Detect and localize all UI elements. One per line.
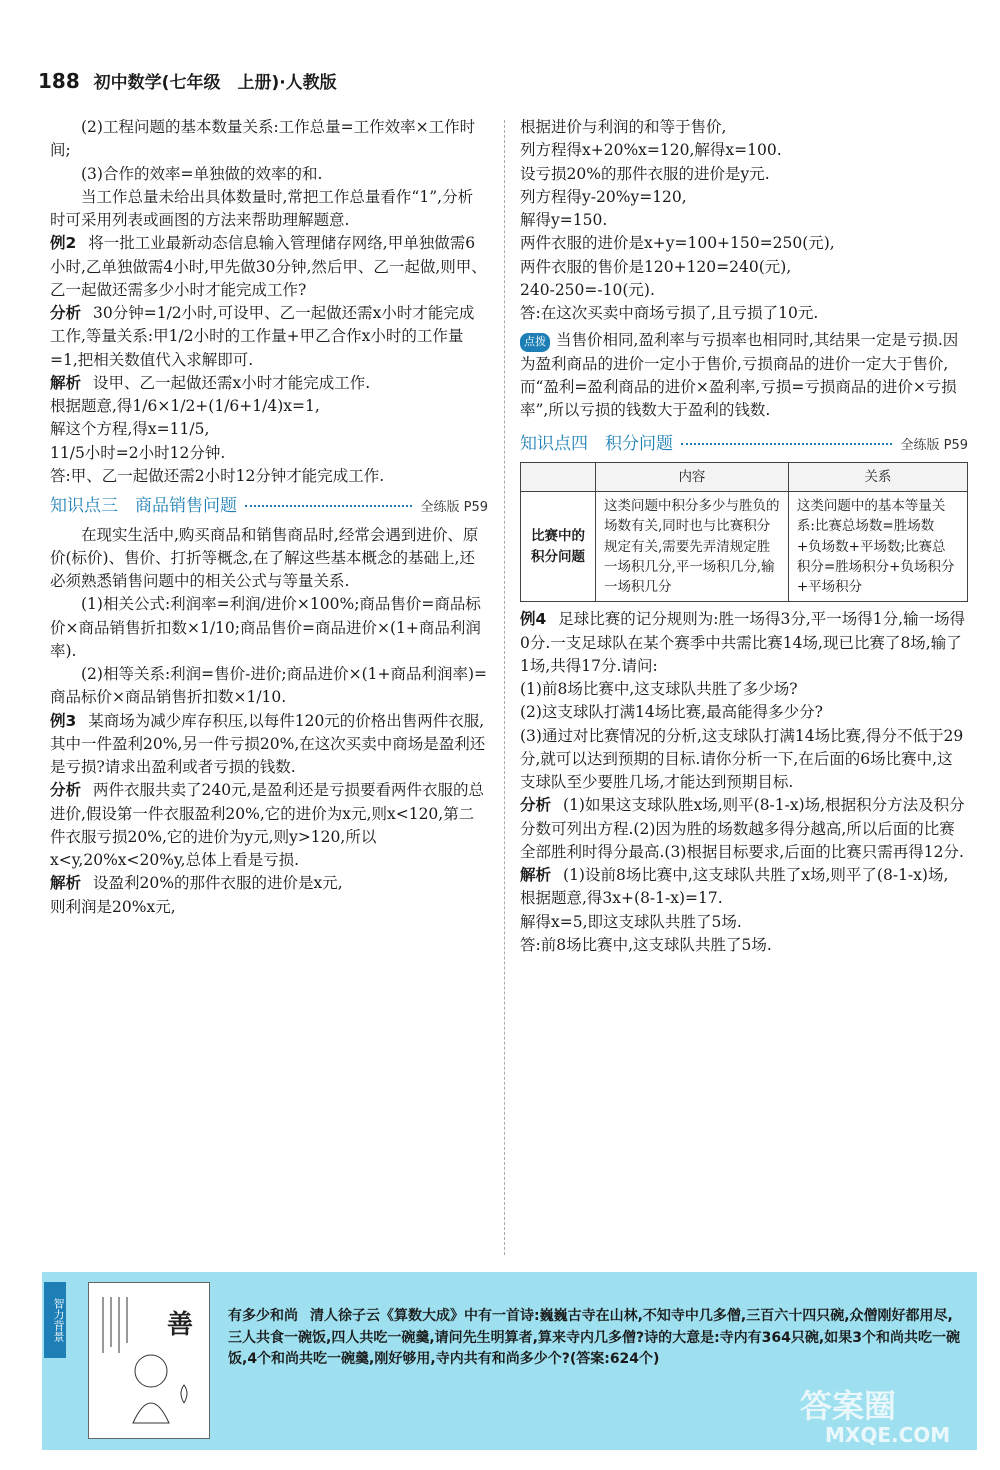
- solution: [50, 872, 488, 895]
- dotted-leader: [681, 443, 892, 445]
- solution-text: 设甲、乙一起做还需x小时才能完成工作.: [93, 373, 371, 392]
- question: (3)通过对比赛情况的分析,这支球队打满14场比赛,得分不低于29分,就可以达到预期的目标.请你分析一下,在后面的6场比赛中,这支球队至少要胜几场,才能达到预期目标.: [520, 726, 964, 791]
- solution-line: 根据进价与利润的和等于售价,: [520, 118, 727, 136]
- solution-line: 根据题意,得3x+(8-1-x)=17.: [520, 889, 723, 908]
- knowledge-table: [520, 462, 968, 603]
- solution: [520, 864, 968, 887]
- solution-label: 解析: [520, 866, 552, 884]
- table-row-header: 比赛中的积分问题: [521, 492, 596, 602]
- answer: 答:甲、乙一起做还需2小时12分钟才能完成工作.: [50, 466, 385, 485]
- monk-icon: [89, 1283, 209, 1438]
- example-4: [520, 608, 968, 678]
- right-column: [520, 116, 968, 957]
- solution-line: 则利润是20%x元,: [50, 897, 176, 916]
- footer-body: 清人徐子云《算数大成》中有一首诗:巍巍古寺在山林,不知寺中几多僧,三百六十四只碗,众僧刚好都用尽,三人共食一碗饭,四人共吃一碗羹,请问先生明算者,算来寺内几多僧?诗的大意是:寺内有364只碗,如果3个和尚共吃一碗饭,4个和尚共吃一碗羹,刚好够用,寺内共有和尚多少个?(答案:624个): [228, 1308, 960, 1368]
- paragraph: (2)工程问题的基本数量关系:工作总量=工作效率×工作时间;: [50, 118, 476, 160]
- solution-text: (1)设前8场比赛中,这支球队共胜了x场,则平了(8-1-x)场,: [563, 866, 949, 884]
- paragraph: 在现实生活中,购买商品和销售商品时,经常会遇到进价、原价(标价)、售价、打折等概念,在了解这些基本概念的基础上,还必须熟悉销售问题中的相关公式与等量关系.: [50, 525, 479, 590]
- left-column: [50, 116, 488, 919]
- paragraph: (1)相关公式:利润率=利润/进价×100%;商品售价=商品标价×商品销售折扣数×1/10;商品售价=商品进价×(1+商品利润率).: [50, 595, 481, 660]
- table-cell: 这类问题中积分多少与胜负的场数有关,同时也与比赛积分规定有关,需要先弄清规定胜一场积几分,平一场积几分,输一场积几分: [596, 492, 789, 602]
- section-ref: 全练版 P59: [420, 500, 488, 515]
- answer: 答:在这次买卖中商场亏损了,且亏损了10元.: [520, 304, 819, 322]
- analysis-label: 分析: [50, 781, 82, 800]
- section-ref: 全练版 P59: [900, 438, 968, 454]
- analysis-text: 30分钟=1/2小时,可设甲、乙一起做还需x小时才能完成工作,等量关系:甲1/2小时的工作量+甲乙合作x小时的工作量=1,把相关数值代入求解即可.: [50, 304, 475, 369]
- table-header: 内容: [596, 462, 789, 491]
- analysis: [520, 794, 968, 864]
- example-text: 足球比赛的记分规则为:胜一场得3分,平一场得1分,输一场得0分.一支足球队在某个赛季中共需比赛14场,现已比赛了8场,输了1场,共得17分.请问:: [520, 610, 966, 675]
- shan-character: 善: [167, 1310, 194, 1340]
- monk-illustration: [88, 1282, 210, 1439]
- analysis-label: 分析: [50, 304, 82, 322]
- solution-label: 解析: [50, 874, 82, 893]
- table-row: [521, 492, 968, 602]
- solution-line: 两件衣服的售价是120+120=240(元),: [520, 257, 792, 276]
- example-3: [50, 710, 488, 780]
- solution-line: 240-250=-10(元).: [520, 280, 655, 299]
- solution-line: 解得y=150.: [520, 211, 608, 229]
- solution-label: 解析: [50, 373, 82, 392]
- section-title: 知识点三 商品销售问题: [50, 496, 237, 516]
- watermark-url: MXQE.COM: [825, 1423, 951, 1447]
- equation: 解这个方程,得x=11/5,: [50, 420, 210, 439]
- solution-text: 设盈利20%的那件衣服的进价是x元,: [93, 874, 343, 893]
- tip-icon: 点拨: [520, 333, 550, 352]
- dotted-leader: [245, 505, 412, 507]
- equation: 11/5小时=2小时12分钟.: [50, 443, 226, 462]
- watermark: 答案圈: [800, 1387, 897, 1425]
- section-heading-4: [520, 432, 968, 458]
- book-title: 初中数学(七年级 上册)·人教版: [93, 73, 337, 93]
- section-title: 知识点四 积分问题: [520, 434, 673, 455]
- solution-line: 两件衣服的进价是x+y=100+150=250(元),: [520, 234, 835, 253]
- footer-tag: 智力背景: [44, 1282, 66, 1358]
- example-text: 将一批工业最新动态信息输入管理储存网络,甲单独做需6小时,乙单独做需4小时,甲先做30分钟,然后甲、乙一起做,则甲、乙一起做还需多少小时才能完成工作?: [50, 234, 487, 299]
- tip-text: 当售价相同,盈利率与亏损率也相同时,其结果一定是亏损.因为盈利商品的进价一定小于售价,亏损商品的进价一定大于售价,而“盈利=盈利商品的进价×盈利率,亏损=亏损商品的进价×亏损率”,所以亏损的钱数大于盈利的钱数.: [520, 331, 959, 419]
- table-header: 关系: [788, 462, 967, 491]
- question: (2)这支球队打满14场比赛,最高能得多少分?: [520, 703, 823, 722]
- example-2: [50, 232, 488, 302]
- paragraph: (3)合作的效率=单独做的效率的和.: [81, 164, 323, 183]
- page-number: 188: [38, 69, 80, 93]
- column-divider: [504, 120, 505, 1255]
- solution-line: 列方程得y-20%y=120,: [520, 187, 687, 206]
- paragraph: 当工作总量未给出具体数量时,常把工作总量看作“1”,分析时可采用列表或画图的方法来帮助理解题意.: [50, 187, 474, 229]
- table-cell: 这类问题中的基本等量关系:比赛总场数=胜场数+负场数+平场数;比赛总积分=胜场积分+负场积分+平场积分: [788, 492, 967, 602]
- example-label: 例4: [520, 610, 547, 629]
- example-label: 例2: [50, 234, 77, 253]
- analysis: [50, 779, 488, 872]
- analysis-text: (1)如果这支球队胜x场,则平(8-1-x)场,根据积分方法及积分分数可列出方程.(2)因为胜的场数越多得分越高,所以后面的比赛全部胜利时得分最高.(3)根据目标要求,后面的比赛只需再得12分.: [520, 796, 965, 861]
- solution-line: 列方程得x+20%x=120,解得x=100.: [520, 141, 782, 160]
- equation: 根据题意,得1/6×1/2+(1/6+1/4)x=1,: [50, 397, 320, 415]
- solution-line: 设亏损20%的那件衣服的进价是y元.: [520, 164, 770, 183]
- analysis-label: 分析: [520, 796, 552, 815]
- page-header: [38, 66, 337, 97]
- section-heading-3: [50, 494, 488, 520]
- analysis: [50, 302, 488, 372]
- table-corner: [521, 462, 596, 491]
- example-text: 某商场为减少库存积压,以每件120元的价格出售两件衣服,其中一件盈利20%,另一件亏损20%,在这次买卖中商场是盈利还是亏损?请求出盈利或者亏损的钱数.: [50, 711, 486, 776]
- analysis-text: 两件衣服共卖了240元,是盈利还是亏损要看两件衣服的总进价,假设第一件衣服盈利20%,它的进价为x元,则x<120,第二件衣服亏损20%,它的进价为y元,则y>120,所以x<y,20%x<20%y,总体上看是亏损.: [50, 781, 485, 869]
- answer: 答:前8场比赛中,这支球队共胜了5场.: [520, 935, 772, 954]
- paragraph: (2)相等关系:利润=售价-进价;商品进价×(1+商品利润率)=商品标价×商品销售折扣数×1/10.: [50, 665, 488, 707]
- footer-text: [228, 1306, 963, 1371]
- question: (1)前8场比赛中,这支球队共胜了多少场?: [520, 680, 798, 698]
- solution: [50, 372, 488, 395]
- solution-line: 解得x=5,即这支球队共胜了5场.: [520, 912, 742, 931]
- table-header-row: [521, 462, 968, 491]
- example-label: 例3: [50, 711, 77, 730]
- tip: [520, 329, 968, 422]
- footer-title: 有多少和尚: [228, 1308, 298, 1324]
